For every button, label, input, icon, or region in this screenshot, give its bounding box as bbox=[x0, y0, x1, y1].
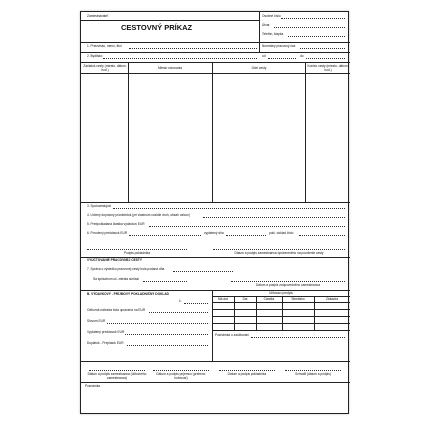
col-end-header: Koniec cesty (miesto, dátum, hod.) bbox=[307, 64, 349, 72]
payment-number-field[interactable] bbox=[184, 303, 208, 304]
cashier-doc-label: pokl. doklad číslo bbox=[269, 231, 294, 235]
normal-time-field[interactable] bbox=[300, 48, 345, 49]
checked-label: Odborná náhrada bola upravená na EUR bbox=[87, 308, 146, 312]
divider bbox=[81, 20, 259, 21]
do-label: do bbox=[300, 54, 304, 58]
utvar-label: Útvar bbox=[262, 23, 270, 27]
note-label: Poznámka bbox=[85, 384, 101, 388]
signature-line[interactable] bbox=[153, 370, 209, 371]
treasurer-signature-label: Podpis pokladníka bbox=[123, 251, 151, 255]
divider bbox=[81, 202, 350, 203]
row-line bbox=[212, 309, 350, 310]
utvar-field[interactable] bbox=[274, 27, 345, 28]
travel-order-form bbox=[80, 11, 349, 414]
responsible-signature-label: Dátum a podpis zodpovedného zamestnanca bbox=[256, 283, 320, 287]
col-place-header: Miesto rokovania bbox=[157, 66, 183, 70]
paid-field[interactable] bbox=[125, 334, 208, 335]
divider bbox=[81, 62, 350, 63]
name-label: 1. Priezvisko, meno, titul bbox=[87, 44, 122, 48]
od-field[interactable] bbox=[268, 58, 296, 59]
settlement-heading: VYÚČTOVANIE PRACOVNEJ CESTY bbox=[87, 258, 142, 262]
evidence-label: Osobné číslo bbox=[262, 14, 281, 18]
column-line bbox=[256, 296, 257, 330]
method-field[interactable] bbox=[143, 281, 187, 282]
extra-field[interactable] bbox=[127, 345, 208, 346]
sum-label: Slovom EUR bbox=[87, 319, 106, 323]
employer-label: Zamestnávateľ bbox=[87, 14, 109, 18]
phone-label: Telefón, klapka bbox=[262, 32, 284, 36]
advance-label: 5. Predpokladaná čiastka výdavkov EUR bbox=[87, 222, 145, 226]
row-line bbox=[212, 316, 350, 317]
name-field[interactable] bbox=[129, 48, 257, 49]
signature-line[interactable] bbox=[213, 249, 345, 250]
paid-on-label: vyplatený dňa bbox=[204, 231, 224, 235]
divider bbox=[81, 361, 350, 362]
column-line bbox=[212, 62, 213, 202]
acct-col-header: Čiastka bbox=[263, 297, 275, 301]
divider bbox=[81, 382, 350, 383]
advance-field[interactable] bbox=[149, 226, 345, 227]
form-title: CESTOVNÝ PRÍKAZ bbox=[121, 23, 193, 32]
divider bbox=[259, 12, 260, 52]
acct-col-header: Stredisko bbox=[291, 297, 305, 301]
extra-label: Doplatok - Preplatok EUR bbox=[87, 341, 124, 345]
signature-line[interactable] bbox=[87, 249, 187, 250]
col-purpose-header: Účel cesty bbox=[251, 66, 267, 70]
column-line bbox=[234, 296, 235, 330]
col-start-header: Začiatok cesty (miesto, dátum, hod.) bbox=[83, 64, 127, 72]
evidence-field[interactable] bbox=[281, 18, 345, 19]
companion-label: 3. Spolucestujúci bbox=[87, 204, 112, 208]
signature-line[interactable] bbox=[231, 281, 345, 282]
cashier-doc-field[interactable] bbox=[299, 235, 345, 236]
column-line bbox=[305, 62, 306, 202]
note-accounting-field[interactable] bbox=[251, 337, 345, 338]
checked-field[interactable] bbox=[149, 312, 208, 313]
sum-field[interactable] bbox=[107, 323, 208, 324]
payment-heading: B. VÝDAVKOVÝ - PRÍJMOVÝ POKLADNIČNÝ DOKLAD bbox=[87, 292, 169, 296]
footer-signature-label: Dátum a podpis zamestnanca (účtovného zamestnanca) bbox=[87, 372, 147, 380]
signature-line[interactable] bbox=[89, 370, 145, 371]
row-line bbox=[212, 330, 350, 331]
column-line bbox=[314, 296, 315, 330]
accounting-label: Účtovací predpis bbox=[269, 291, 293, 295]
companion-field[interactable] bbox=[113, 208, 345, 209]
report-field[interactable] bbox=[173, 271, 233, 272]
transport-field[interactable] bbox=[203, 217, 345, 218]
method-label: Sa spôsobom uč.-miesta súhlasí bbox=[93, 277, 140, 281]
paid-advance-label: 6. Povolený preddavok EUR bbox=[87, 231, 128, 235]
residence-label: 2. Bydlisko bbox=[87, 54, 103, 58]
paid-advance-field[interactable] bbox=[129, 235, 201, 236]
divider bbox=[81, 52, 350, 53]
payment-number-mark: č. bbox=[179, 299, 182, 303]
footer-signature-label: Dátum a podpis príjemcu (preberá: hotovosť) bbox=[156, 372, 206, 380]
column-line bbox=[282, 296, 283, 330]
report-label: 7. Správa o výsledku pracovnej cesty bola podaná dňa bbox=[87, 267, 165, 271]
note-accounting-label: Poznámka o zaúčtovaní bbox=[215, 333, 250, 337]
footer-signature-label: Schválil (dátum a podpis) bbox=[295, 372, 331, 376]
acct-col-header: Dal bbox=[242, 297, 248, 301]
signature-line[interactable] bbox=[219, 370, 275, 371]
column-line bbox=[128, 62, 129, 202]
divider bbox=[212, 302, 350, 303]
footer-signature-label: Dátum a podpis pokladníka bbox=[227, 372, 267, 376]
do-field[interactable] bbox=[306, 58, 345, 59]
employee-signature-label: Dátum a podpis zamestnanca oprávneného na povolenie cesty bbox=[234, 251, 324, 255]
acct-col-header: Má dať bbox=[217, 297, 229, 301]
divider bbox=[81, 42, 350, 43]
paid-label: Vyplatený preddavok EUR bbox=[87, 330, 125, 334]
divider bbox=[81, 73, 350, 74]
signature-line[interactable] bbox=[285, 370, 341, 371]
acct-col-header: Zákazka bbox=[325, 297, 339, 301]
paid-on-field[interactable] bbox=[226, 235, 266, 236]
residence-field[interactable] bbox=[103, 58, 257, 59]
transport-label: 4. Určený dopravný prostriedok (pri vlastnom vozidle druh, obsah valcov) bbox=[87, 213, 190, 217]
normal-time-label: Normálny pracovný čas bbox=[262, 44, 296, 48]
od-label: od bbox=[262, 54, 266, 58]
row-line bbox=[212, 323, 350, 324]
phone-field[interactable] bbox=[288, 36, 345, 37]
